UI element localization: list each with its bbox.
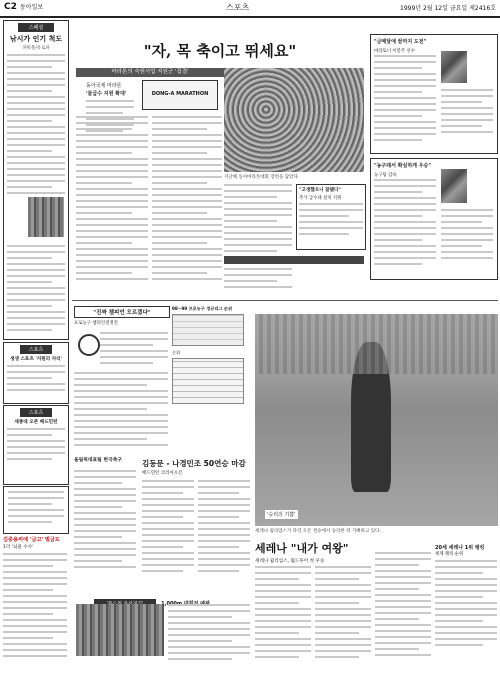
left-box-3-tag: 스포츠 [20, 408, 52, 417]
marathon-article [74, 20, 366, 302]
left-bottom-article [3, 536, 67, 661]
marathon-body-1 [76, 116, 148, 284]
sports-box-title: "진짜 챔피언 오르겠다" [74, 306, 170, 318]
left-feature-title: 낚시가 인기 척도 [9, 35, 63, 43]
marathon-photo-caption: 지난해 동아마라톤대회 장면을 담았다. [224, 175, 300, 180]
marathon-sub2: '물급수 지원 확대' [86, 91, 127, 97]
marathon-info-sub: 추가 급수대 설치 지원 [299, 196, 342, 201]
stats-caption: 순위 [172, 350, 181, 355]
marathon-banner: 마라톤의 숙원사업 지원군 '집결' [76, 68, 224, 77]
stats-grid-2 [172, 358, 244, 404]
sports-box-logo [78, 334, 100, 356]
left-feature-body [4, 54, 68, 194]
right-item-1-sub: 마라토너 이봉주 선수 [374, 49, 415, 54]
marathon-sub1: 동아국제 마라톤 [86, 83, 122, 89]
tennis-body-3 [375, 552, 431, 660]
marathon-logo-text: DONG-A MARATHON [151, 91, 209, 97]
left-box-4 [3, 486, 69, 534]
tennis-crowd [255, 314, 498, 374]
right-item-2-photo [441, 169, 467, 203]
tennis-body-1 [255, 566, 311, 662]
left-feature-tag: 스페셜 [18, 23, 54, 32]
left-box-3-title: 세종대 오픈 배드민턴 [14, 420, 58, 425]
bottom-middle [74, 590, 252, 670]
tennis-right-box [435, 544, 497, 650]
tennis-right-title: 20세 세레나 1위 랭킹 [435, 545, 485, 551]
marathon-headline: "자, 목 축이고 뛰세요" [143, 42, 297, 60]
right-item-2-body [374, 179, 436, 269]
left-box-3 [3, 405, 69, 485]
left-feature-box [3, 20, 69, 340]
middle-col-title: 올림픽대표팀 한국축구 [74, 458, 123, 463]
right-item-2-body-2 [441, 209, 493, 263]
right-item-1-body [374, 55, 436, 145]
marathon-info-title: "고생했으니 잘됐다" [299, 188, 341, 193]
right-item-1 [370, 34, 498, 154]
badminton-article [74, 456, 252, 586]
marathon-photo [224, 68, 364, 172]
section-title: 스포츠 [226, 3, 250, 12]
tennis-photo [255, 314, 498, 526]
left-box-2-tag: 스포츠 [20, 345, 52, 354]
badminton-body-2 [198, 480, 250, 576]
badminton-body-1 [142, 480, 194, 576]
left-feature-byline: 파워볼/유로파 [22, 46, 50, 51]
marathon-info-body [297, 201, 365, 241]
left-box-3-body [4, 425, 68, 467]
left-column [3, 20, 69, 670]
issue-date: 1999년 2월 12일 금요일 제2416호 [400, 5, 496, 12]
tennis-caption: 세레나 윌리엄스가 파리 오픈 결승에서 승리한 뒤 기뻐하고 있다. [255, 529, 381, 534]
tennis-sub: 세레나 윌리엄스, 월드투어 첫 우승 [255, 559, 325, 564]
right-item-2 [370, 158, 498, 280]
badminton-sub: 배드민턴 코리아오픈 [142, 471, 183, 476]
right-item-1-photo [441, 51, 467, 83]
right-item-1-title: "금메달에 끝까지 도전" [374, 39, 427, 45]
sports-box [74, 306, 170, 454]
left-box-2 [3, 342, 69, 404]
left-box-4-body [4, 487, 68, 531]
divider-main [72, 300, 498, 301]
middle-col-body [74, 470, 136, 572]
bottom-photo [76, 604, 164, 656]
left-feature-photo [28, 197, 64, 237]
left-box-2-title: 생생 스포츠 '지원의 자리' [10, 357, 62, 362]
tennis-body-2 [315, 566, 371, 662]
marathon-info-box [296, 184, 366, 250]
left-bottom-body [3, 553, 67, 657]
left-bottom-title: 김중용씨에 '금고' 벌금도 [3, 537, 60, 543]
left-box-2-body [4, 362, 68, 398]
tennis-right-sub: 세계 랭킹 순위 [435, 552, 464, 557]
tennis-photo-caption: '승리의 기쁨' [267, 512, 296, 518]
stats-title: 98~99 프로농구 정규리그 순위 [172, 306, 232, 311]
left-bottom-sub: 1억 '뇌물 수수' [3, 545, 34, 550]
tennis-right-body [435, 560, 497, 646]
marathon-body-3 [224, 184, 292, 292]
sports-box-body-1 [100, 332, 168, 368]
page-header [0, 0, 500, 18]
tennis-article [255, 540, 498, 670]
right-item-1-body-2 [441, 89, 493, 137]
marathon-logo [142, 80, 218, 110]
right-item-2-sub: 농구팀 감독 [374, 173, 397, 178]
tennis-headline: 세레나 "내가 여왕" [255, 542, 349, 555]
page-number: C2 동아일보 [4, 2, 44, 12]
right-column [370, 34, 498, 294]
marathon-body-2 [152, 116, 222, 284]
sports-box-body-2 [74, 372, 168, 450]
stats-grid [172, 314, 244, 346]
bottom-body [168, 604, 250, 664]
right-item-2-title: "농구돼서 확실하게 우승" [374, 163, 431, 169]
badminton-headline: 김동문 - 나경민조 50연승 마감 [142, 459, 246, 468]
marathon-bottom-bar [224, 256, 364, 264]
left-feature-body-2 [7, 245, 65, 335]
sports-box-sub: 프로농구 챔피언결정전 [74, 321, 118, 326]
stats-table [172, 306, 244, 426]
